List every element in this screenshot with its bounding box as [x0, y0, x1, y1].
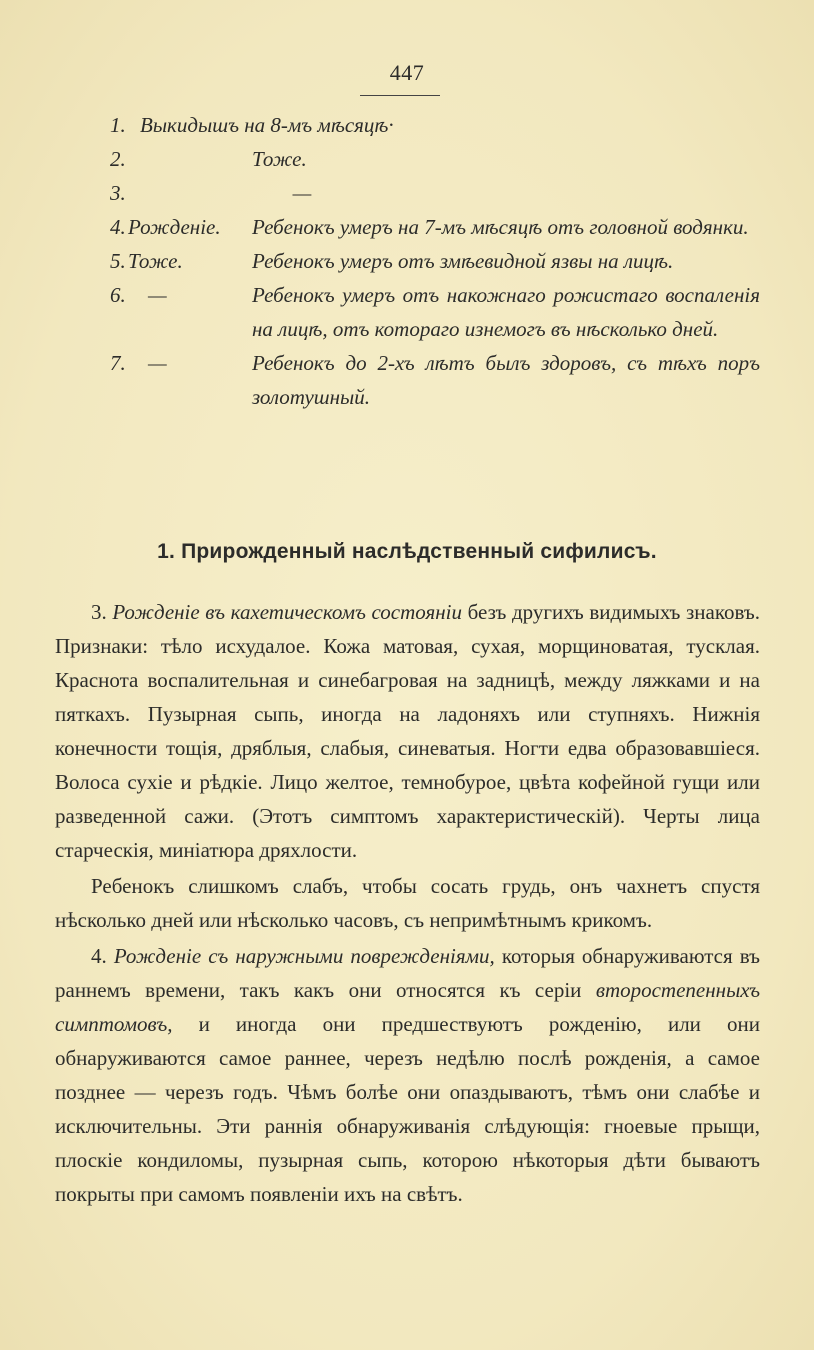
- list-item-text: Ребенокъ умеръ на 7-мъ мѣсяцѣ отъ головной водянки.: [252, 215, 749, 239]
- body-text: [55, 595, 760, 1213]
- list-item-type: —: [148, 283, 167, 307]
- list-item: [110, 108, 760, 142]
- list-item: [110, 176, 760, 210]
- case-list: [110, 108, 760, 414]
- list-item-type: Тоже.: [128, 249, 183, 273]
- paragraph: [55, 595, 760, 867]
- paragraph: [55, 869, 760, 937]
- list-item-number: 2.: [110, 147, 126, 171]
- list-item-number: 4.: [110, 215, 126, 239]
- paragraph-text: безъ другихъ видимыхъ знаковъ. Признаки: тѣло исхудалое. Кожа матовая, сухая, морщиноватая, тусклая. Краснота воспалительная и синебагровая на задницѣ, между ляжками и на пяткахъ. Пузырная сыпь, иногда на ладоняхъ или ступняхъ. Нижнія конечности тощія, дряблыя, слабыя, синеватыя. Ногти едва образовавшіеся. Волоса сухіе и рѣдкіе. Лицо желтое, темнобурое, цвѣта кофейной гущи или разведенной сажи. (Этотъ симптомъ характеристическій). Черты лица старческія, миніатюра дряхлости.: [55, 600, 761, 862]
- list-item-number: 1.: [110, 113, 126, 137]
- list-item-type: Выкидышъ на 8-мъ мѣсяцѣ·: [140, 113, 394, 137]
- list-item-number: 6.: [110, 283, 126, 307]
- header-rule: [360, 95, 440, 96]
- list-item-text: Ребенокъ умеръ отъ накожнаго рожистаго воспаленія на лицѣ, отъ котораго изнемогъ въ нѣсколько дней.: [252, 283, 760, 341]
- section-heading: 1. Прирожденный наслѣдственный сифилисъ.: [157, 540, 657, 563]
- list-item-type: [128, 142, 252, 176]
- list-item: [110, 346, 760, 414]
- list-item-type: —: [148, 351, 167, 375]
- emphasis-text: Рожденіе въ кахетическомъ состояніи: [112, 600, 462, 624]
- paragraph-text: Ребенокъ слишкомъ слабъ, чтобы сосать грудь, онъ чахнетъ спустя нѣсколько дней или нѣсколько часовъ, съ непримѣтнымъ крикомъ.: [55, 874, 760, 932]
- list-item: [110, 142, 760, 176]
- list-item-text: Ребенокъ до 2-хъ лѣтъ былъ здоровъ, съ тѣхъ поръ золотушный.: [252, 351, 760, 409]
- list-item-text: —: [292, 181, 312, 205]
- page-number: 447: [389, 60, 425, 85]
- list-item: [110, 210, 760, 244]
- list-item-number: 5.: [110, 249, 126, 273]
- list-item: [110, 244, 760, 278]
- list-item: [110, 278, 760, 346]
- list-item-text: Тоже.: [252, 147, 307, 171]
- list-item-text: Ребенокъ умеръ отъ змѣевидной язвы на лицѣ.: [252, 249, 674, 273]
- paragraph-text: и иногда они предшествуютъ рожденію, или они обнаруживаются самое раннее, черезъ недѣлю послѣ рожденія, а самое позднее — черезъ годъ. Чѣмъ болѣе они опаздываютъ, тѣмъ они слабѣе и исключительны. Эти раннія обнаруживанія слѣдующія: гноевые прыщи, плоскіе кондиломы, пузырная сыпь, которою нѣкоторыя дѣти бываютъ покрыты при самомъ появленіи ихъ на свѣтъ.: [55, 1012, 760, 1206]
- paragraph: [55, 939, 760, 1211]
- paragraph-number: 4.: [91, 944, 107, 968]
- paragraph-text: которыя обнаруживаются въ раннемъ времени, такъ какъ они относятся къ серіи: [55, 944, 760, 1002]
- paragraph-number: 3.: [91, 600, 107, 624]
- list-item-type: Рожденіе.: [128, 215, 221, 239]
- list-item-type: [128, 176, 252, 210]
- list-item-number: 7.: [110, 351, 126, 375]
- emphasis-text: Рожденіе съ наружными поврежденіями,: [113, 944, 495, 968]
- emphasis-text: второстепенныхъ симптомовъ,: [55, 978, 760, 1036]
- list-item-number: 3.: [110, 181, 126, 205]
